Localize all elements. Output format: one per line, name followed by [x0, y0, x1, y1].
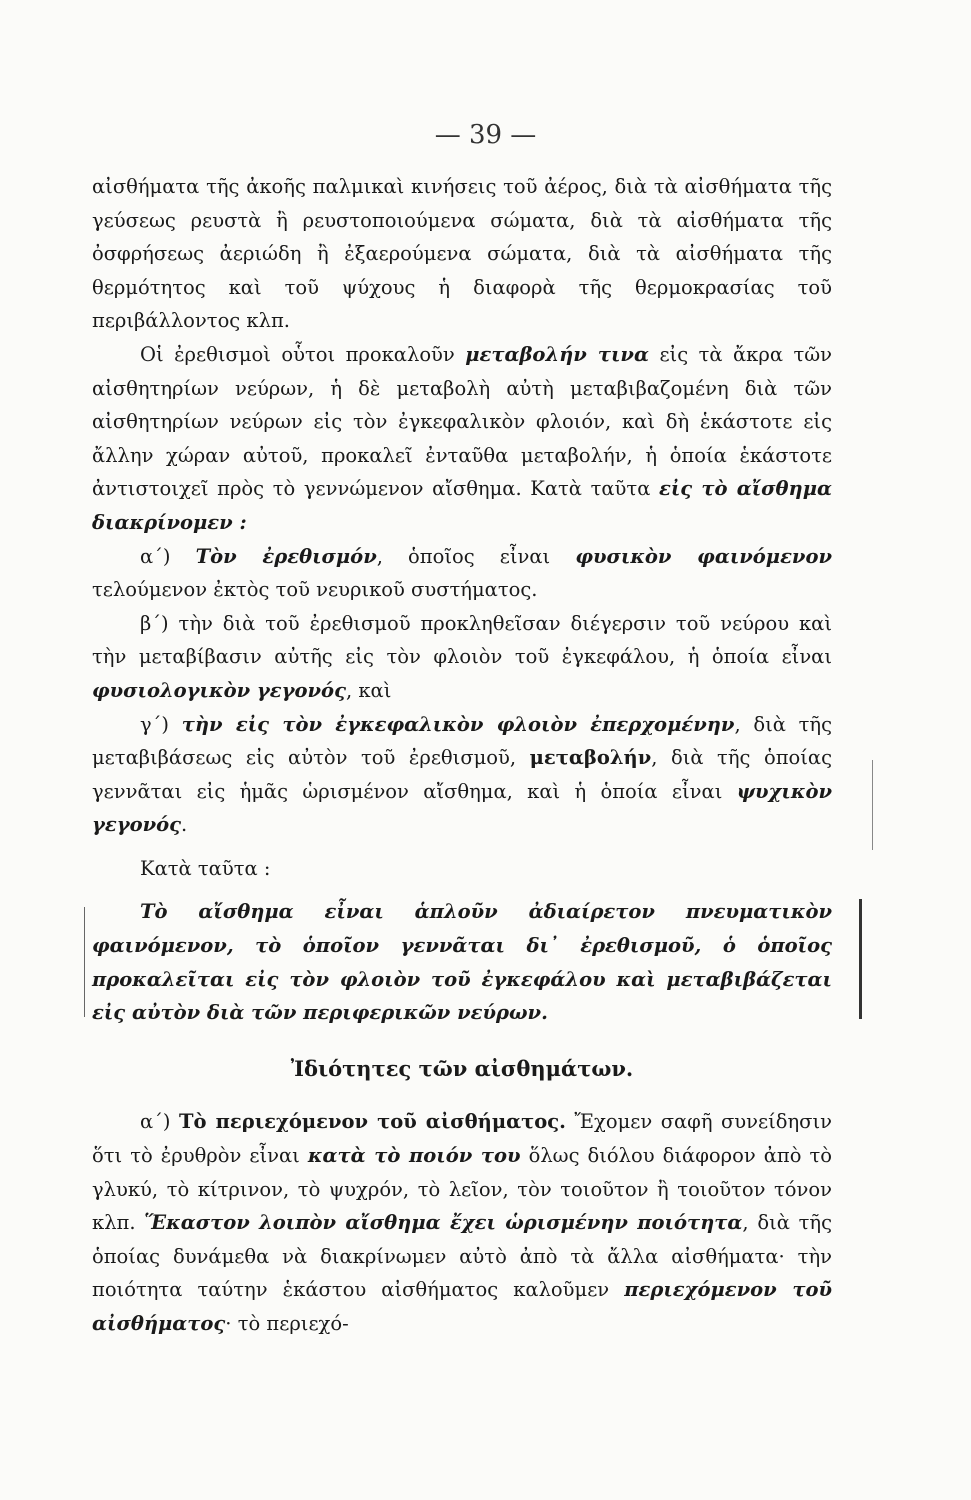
margin-mark	[872, 760, 873, 850]
emphasis: Τὸν ἐρεθισμόν	[195, 544, 377, 568]
text-span: β΄) τὴν διὰ τοῦ ἐρεθισμοῦ προκληθεῖσαν διέγερσιν τοῦ νεύρου καὶ τὴν μεταβίβασιν αὐτῆς εἰς τὸν φλοιὸν τοῦ ἐγκεφάλου, ἡ ὁποία εἶναι	[92, 611, 832, 669]
emphasis: μεταβολήν	[529, 746, 652, 770]
text-span: Ἔχομεν σαφῆ συνείδησιν ὅτι τὸ ἐρυθρὸν εἶναι	[92, 1110, 832, 1168]
text-span: , διὰ τῆς μεταβιβάσεως εἰς αὐτὸν τοῦ ἐρεθισμοῦ,	[92, 712, 833, 770]
text-span: ὅλως διόλου διάφορον ἀπὸ τὸ γλυκύ, τὸ κίτρινον, τὸ ψυχρόν, τὸ λεῖον, τὸν τοιοῦτον ἢ τοιοῦτον τόνον κλπ.	[92, 1144, 833, 1235]
text-span: , καὶ	[345, 678, 392, 702]
emphasis: τὴν εἰς τὸν ἐγκεφαλικὸν φλοιὸν ἐπερχομένην	[181, 712, 735, 736]
emphasis: Ἕκαστον λοιπὸν αἴσθημα ἔχει ὡρισμένην ποιότητα	[144, 1211, 743, 1235]
list-item-a	[92, 540, 832, 607]
definition-block	[92, 895, 832, 1029]
kata-tauta: Κατὰ ταῦτα :	[140, 856, 271, 880]
emphasis: φυσικὸν φαινόμενον	[575, 544, 832, 568]
emphasis: φυσιολογικὸν γεγονός	[92, 678, 346, 702]
text-span: εἰς τὰ ἄκρα τῶν αἰσθητηρίων νεύρων, ἡ δὲ μεταβολὴ αὐτὴ μεταβιβαζομένη διὰ τῶν αἰσθητηρίων νεύρων εἰς τὸν ἐγκεφαλικὸν φλοιόν, καὶ δὴ ἑκάστοτε εἰς ἄλλην χώραν αὐτοῦ, προκαλεῖ ἐνταῦθα μεταβολήν, ἡ ὁποία ἑκάστοτε ἀντιστοιχεῖ πρὸς τὸ γεννώμενον αἴσθημα. Κατὰ ταῦτα	[92, 342, 832, 501]
text-span: , διὰ τῆς ὁποίας γεννᾶται εἰς ἡμᾶς ὡρισμένον αἴσθημα, καὶ ἡ ὁποία εἶναι	[92, 746, 833, 803]
subheading: Τὸ περιεχόμενον τοῦ αἰσθήματος.	[179, 1110, 566, 1134]
emphasis: περιεχόμενον τοῦ αἰσθήματος	[92, 1278, 832, 1335]
emphasis: μεταβολήν τινα	[465, 342, 649, 366]
item-marker: α΄)	[140, 1110, 180, 1134]
emphasis: ψυχικὸν γεγονός	[92, 779, 832, 837]
item-marker: γ΄)	[140, 712, 182, 736]
list-item-b	[92, 607, 832, 708]
margin-bar	[859, 899, 862, 1019]
page-number: — 39 —	[434, 120, 537, 150]
margin-line	[84, 907, 85, 1017]
emphasis: εἰς τὸ αἴσθημα διακρίνομεν :	[92, 477, 833, 534]
paragraph-2	[92, 338, 832, 540]
text-span: , ὁποῖος εἶναι	[376, 544, 576, 568]
text-span: · τὸ περιεχό-	[225, 1312, 349, 1335]
page-body	[92, 170, 832, 1341]
text-span: Οἱ ἐρεθισμοὶ οὗτοι προκαλοῦν	[140, 342, 466, 366]
spacer	[92, 885, 832, 895]
section-paragraph	[92, 1105, 832, 1340]
text-span: , διὰ τῆς ὁποίας δυνάμεθα νὰ διακρίνωμεν αὐτὸ ἀπὸ τὰ ἄλλα αἰσθήματα· τὴν ποιότητα ταύτην ἑκάστου αἰσθήματος καλοῦμεν	[92, 1211, 833, 1302]
text-span: .	[181, 813, 188, 837]
item-marker: α΄)	[140, 544, 196, 568]
section-heading: Ἰδιότητες τῶν αἰσθημάτων.	[290, 1055, 634, 1081]
text-span: τελούμενον ἐκτὸς τοῦ νευρικοῦ συστήματος.	[92, 578, 538, 602]
paragraph-1: αἰσθήματα τῆς ἀκοῆς παλμικαὶ κινήσεις τοῦ ἀέρος, διὰ τὰ αἰσθήματα τῆς γεύσεως ρευστὰ ἢ ρευστοποιούμενα σώματα, διὰ τὰ αἰσθήματα τῆς ὀσφρήσεως ἀεριώδη ἢ ἐξαερούμενα σώματα, διὰ τὰ αἰσθήματα τῆς θερμότητος καὶ τοῦ ψύχους ἡ διαφορὰ τῆς θερμοκρασίας τοῦ περιβάλλοντος κλπ.	[92, 175, 832, 333]
definition-text: Τὸ αἴσθημα εἶναι ἁπλοῦν ἀδιαίρετον πνευματικὸν φαινόμενον, τὸ ὁποῖον γεννᾶται δι᾿ ἐρεθισμοῦ, ὁ ὁποῖος προκαλεῖται εἰς τὸν φλοιὸν τοῦ ἐγκεφάλου καὶ μεταβιβάζεται εἰς αὐτὸν διὰ τῶν περιφερικῶν νεύρων.	[92, 900, 832, 1025]
list-item-c	[92, 708, 832, 842]
spacer	[92, 842, 832, 852]
emphasis: κατὰ τὸ ποιόν του	[307, 1144, 521, 1168]
